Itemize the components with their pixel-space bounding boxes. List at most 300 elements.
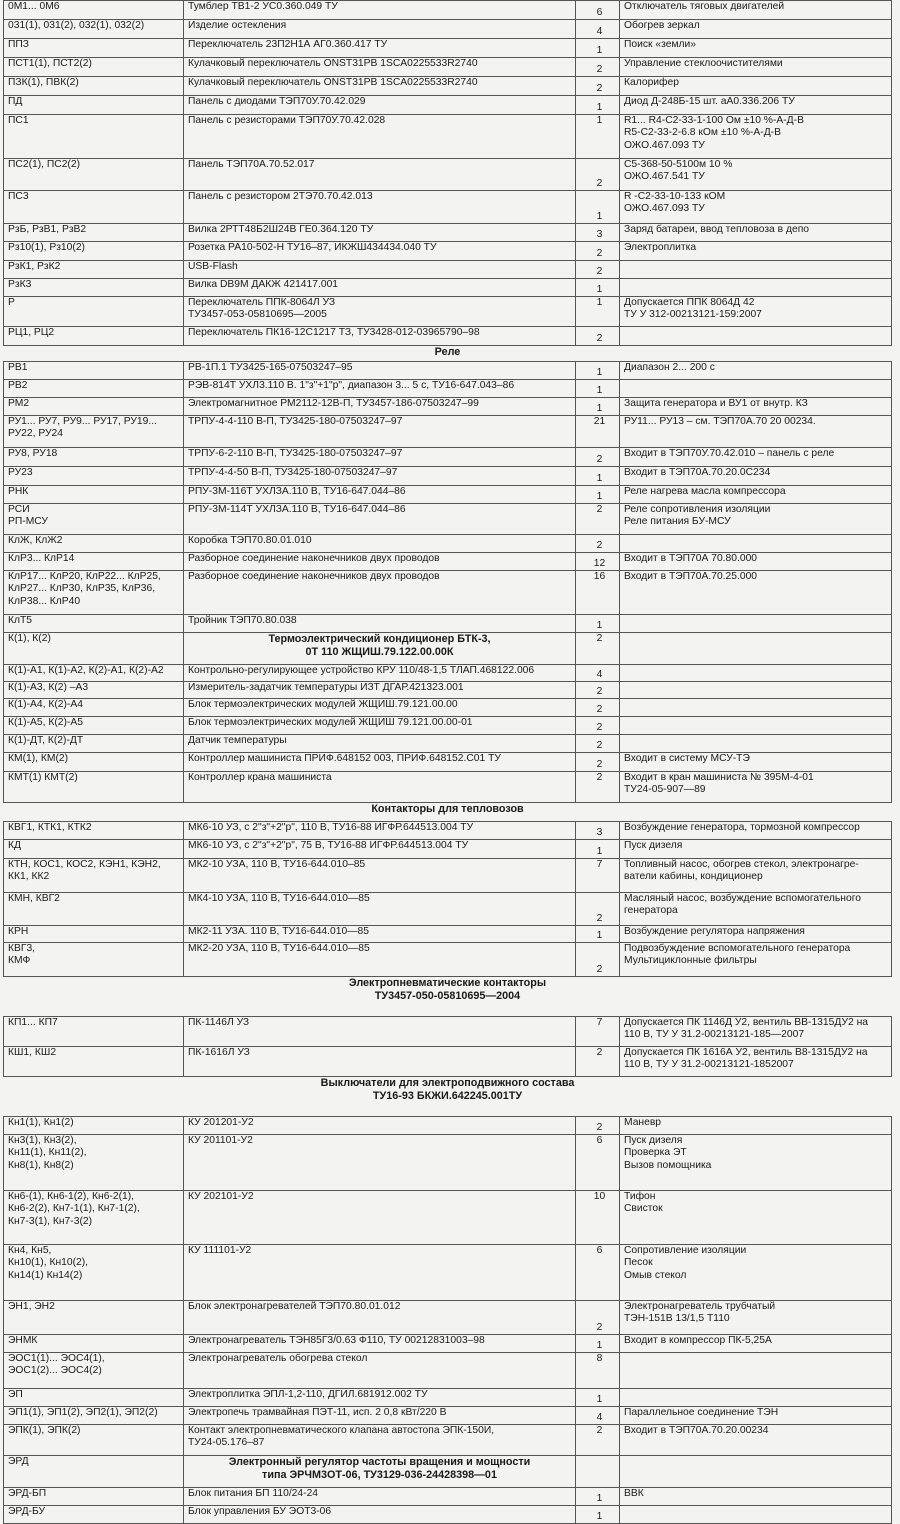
note-cell — [620, 682, 892, 699]
table-row — [4, 665, 892, 682]
note-cell: Защита генератора и ВУ1 от внутр. КЗ — [620, 398, 892, 416]
name-cell: МК2-10 УЗА, 110 В, ТУ16-644.010–85 — [184, 859, 576, 893]
designation-cell: Кн1(1), Кн1(2) — [4, 1117, 184, 1135]
note-cell — [620, 665, 892, 682]
quantity-cell: 7 — [576, 859, 620, 893]
designation-cell: ПСТ1(1), ПСТ2(2) — [4, 58, 184, 77]
designation-cell: РзК1, РзК2 — [4, 261, 184, 279]
name-cell: Вилка 2РТТ48Б2Ш24В ГЕ0.364.120 ТУ — [184, 224, 576, 242]
name-cell: Кулачковый переключатель ONST31PB 1SCA0225533R2740 — [184, 77, 576, 96]
table-row — [4, 1301, 892, 1335]
designation-cell: ПС2(1), ПС2(2) — [4, 159, 184, 191]
designation-cell: ЭН1, ЭН2 — [4, 1301, 184, 1335]
designation-cell: К(1)-ДТ, К(2)-ДТ — [4, 735, 184, 753]
table-row — [4, 1506, 892, 1524]
note-cell — [620, 633, 892, 665]
note-cell — [620, 1353, 892, 1389]
quantity-cell: 21 — [576, 416, 620, 448]
cell-line: ватели кабины, кондиционер — [624, 871, 763, 883]
note-cell: РУ11... РУ13 – см. ТЭП70А.70 20 00234. — [620, 416, 892, 448]
name-cell: Контроллер крана машиниста — [184, 772, 576, 803]
note-cell: Маневр — [620, 1117, 892, 1135]
designation-cell: КРН — [4, 926, 184, 943]
cell-line: КТН, КОС1, КОС2, КЭН1, КЭН2, — [8, 859, 161, 870]
note-cell — [620, 191, 892, 224]
cell-line: Свисток — [624, 1203, 663, 1215]
cell-line: генератора — [624, 905, 678, 917]
quantity-cell: 2 — [576, 448, 620, 467]
quantity-cell: 1 — [576, 1506, 620, 1524]
cell-line: Кн11(1), Кн11(2), — [8, 1147, 87, 1159]
designation-cell: КП1... КП7 — [4, 1017, 184, 1047]
table-row — [4, 1353, 892, 1389]
quantity-cell: 2 — [576, 1425, 620, 1456]
cell-line: Выключатели для электроподвижного состава — [320, 1077, 575, 1089]
designation-cell: 031(1), 031(2), 032(1), 032(2) — [4, 20, 184, 39]
table-row — [4, 467, 892, 486]
quantity-cell: 1 — [576, 279, 620, 297]
designation-cell: ППЗ — [4, 39, 184, 58]
cell-line: ЭОС1(1)... ЭОС4(1), — [8, 1353, 105, 1364]
designation-cell: РВ2 — [4, 380, 184, 398]
note-cell — [620, 1047, 892, 1077]
quantity-cell: 3 — [576, 224, 620, 242]
table-row — [4, 699, 892, 717]
cell-line: РП-МСУ — [8, 516, 48, 528]
quantity-cell: 6 — [576, 1, 620, 20]
table-row — [4, 297, 892, 327]
section-header-row — [4, 977, 892, 1017]
name-cell: Переключатель ПК16-12С1217 ТЗ, ТУ3428-012-03965790–98 — [184, 327, 576, 346]
quantity-cell: 2 — [576, 261, 620, 279]
note-cell: Входит в ТЭП70А.70.20.00234 — [620, 1425, 892, 1456]
quantity-cell: 1 — [576, 467, 620, 486]
name-cell: ПК-1616Л УЗ — [184, 1047, 576, 1077]
designation-cell: ЭПК(1), ЭПК(2) — [4, 1425, 184, 1456]
cell-line: КлР38... КлР40 — [8, 595, 81, 607]
table-row — [4, 717, 892, 735]
name-cell: КУ 111101-У2 — [184, 1245, 576, 1301]
designation-cell: КлР3... КлР14 — [4, 553, 184, 571]
quantity-cell: 2 — [576, 943, 620, 977]
designation-cell: РзК3 — [4, 279, 184, 297]
quantity-cell: 1 — [576, 362, 620, 380]
note-cell — [620, 297, 892, 327]
cell-line: 110 В, ТУ У 31.2-00213121-185—2007 — [624, 1029, 805, 1041]
note-cell — [620, 893, 892, 926]
name-cell: Блок электронагревателей ТЭП70.80.01.012 — [184, 1301, 576, 1335]
designation-cell: К(1), К(2) — [4, 633, 184, 665]
designation-cell: РНК — [4, 486, 184, 504]
name-cell — [184, 297, 576, 327]
section-header-row — [4, 803, 892, 822]
cell-line: КлР27... КлР30, КлР35, КлР36, — [8, 583, 156, 595]
name-cell: Коробка ТЭП70.80.01.010 — [184, 535, 576, 553]
cell-line: КМФ — [8, 955, 31, 967]
quantity-cell: 1 — [576, 840, 620, 859]
table-row — [4, 1117, 892, 1135]
quantity-cell: 16 — [576, 571, 620, 615]
quantity-cell: 10 — [576, 1191, 620, 1245]
cell-line: R1... R4-С2-33-1-100 Ом ±10 %-А-Д-В — [624, 115, 804, 126]
designation-cell: КМ(1), КМ(2) — [4, 753, 184, 772]
table-row — [4, 1047, 892, 1077]
note-cell — [620, 1135, 892, 1191]
designation-cell: КлЖ, КлЖ2 — [4, 535, 184, 553]
designation-cell — [4, 1353, 184, 1389]
table-row — [4, 943, 892, 977]
note-cell: Реле нагрева масла компрессора — [620, 486, 892, 504]
name-cell: ТРПУ-6-2-110 В-П, ТУ3425-180-07503247–97 — [184, 448, 576, 467]
cell-line: Мультициклонные фильтры — [624, 955, 757, 967]
name-cell: Переключатель 23П2Н1А АГ0.360.417 ТУ — [184, 39, 576, 58]
designation-cell: К(1)-А1, К(1)-А2, К(2)-А1, К(2)-А2 — [4, 665, 184, 682]
designation-cell: К(1)-А5, К(2)-А5 — [4, 717, 184, 735]
cell-line: Вызов помощника — [624, 1159, 712, 1171]
name-cell: USB-Flash — [184, 261, 576, 279]
designation-cell: 0M1... 0M6 — [4, 1, 184, 20]
name-cell — [184, 1425, 576, 1456]
name-cell: Электронагреватель ТЭН85Г3/0.63 Ф110, ТУ 00212831003–98 — [184, 1335, 576, 1353]
quantity-cell: 1 — [576, 191, 620, 224]
designation-cell: ЭРД-БП — [4, 1488, 184, 1506]
table-row — [4, 398, 892, 416]
name-cell: Блок термоэлектрических модулей ЖЩИШ.79.121.00.00 — [184, 699, 576, 717]
name-cell: ТРПУ-4-4-110 В-П, ТУ3425-180-07503247–97 — [184, 416, 576, 448]
subsection-title — [184, 1456, 576, 1488]
designation-cell: КВГ1, КТК1, КТК2 — [4, 822, 184, 840]
note-cell — [620, 1506, 892, 1524]
quantity-cell: 1 — [576, 115, 620, 159]
note-cell: Обогрев зеркал — [620, 20, 892, 39]
cell-line: Кн6-(1), Кн6-1(2), Кн6-2(1), — [8, 1191, 135, 1202]
cell-line: Допускается ПК 1146Д У2, вентиль ВВ-1315ДУ2 на — [624, 1017, 868, 1028]
name-cell: МК2-11 УЗА. 110 В, ТУ16-644.010—85 — [184, 926, 576, 943]
name-cell: Панель ТЭП70А.70.52.017 — [184, 159, 576, 191]
name-cell: КУ 201101-У2 — [184, 1135, 576, 1191]
name-cell: Измеритель-задатчик температуры ИЗТ ДГАР.421323.001 — [184, 682, 576, 699]
note-cell: Калорифер — [620, 77, 892, 96]
note-cell: Заряд батареи, ввод тепловоза в депо — [620, 224, 892, 242]
name-cell: ПК-1146Л УЗ — [184, 1017, 576, 1047]
table-row — [4, 1335, 892, 1353]
name-cell: Контрольно-регулирующее устройство КРУ 110/48-1,5 ТЛАП.468122.006 — [184, 665, 576, 682]
table-row — [4, 840, 892, 859]
cell-line: Электронагреватель трубчатый — [624, 1301, 776, 1312]
quantity-cell: 4 — [576, 1407, 620, 1425]
cell-line: КВГ3, — [8, 943, 36, 954]
quantity-cell: 1 — [576, 615, 620, 633]
table-row — [4, 893, 892, 926]
cell-line: ТУ16-93 БКЖИ.642245.001ТУ — [372, 1089, 523, 1102]
table-row — [4, 486, 892, 504]
cell-line: Кн6-2(2), Кн7-1(1), Кн7-1(2), — [8, 1203, 140, 1215]
note-cell: Входит в ТЭП70У.70.42.010 – панель с реле — [620, 448, 892, 467]
note-cell: Возбуждение регулятора напряжения — [620, 926, 892, 943]
cell-line: ТУ24-05-907—89 — [624, 784, 706, 796]
note-cell: Отключатель тяговых двигателей — [620, 1, 892, 20]
designation-cell: ПЗК(1), ПВК(2) — [4, 77, 184, 96]
quantity-cell: 1 — [576, 297, 620, 327]
cell-line: С5-368-50-5100м 10 % — [624, 159, 733, 170]
designation-cell: ПС1 — [4, 115, 184, 159]
cell-line: Термоэлектрический кондиционер БТК-3, — [268, 633, 491, 645]
quantity-cell: 4 — [576, 20, 620, 39]
table-row — [4, 859, 892, 893]
designation-cell: РзБ, РзВ1, РзВ2 — [4, 224, 184, 242]
designation-cell: КД — [4, 840, 184, 859]
table-row — [4, 553, 892, 571]
name-cell: Тройник ТЭП70.80.038 — [184, 615, 576, 633]
table-row — [4, 159, 892, 191]
note-cell: Управление стеклоочистителями — [620, 58, 892, 77]
note-cell: Пуск дизеля — [620, 840, 892, 859]
cell-line: ОЖО.467.093 ТУ — [624, 139, 705, 151]
cell-line: Омыв стекол — [624, 1269, 687, 1281]
section-title — [4, 1077, 892, 1117]
quantity-cell: 1 — [576, 926, 620, 943]
designation-cell — [4, 416, 184, 448]
table-row — [4, 96, 892, 115]
designation-cell: РВ1 — [4, 362, 184, 380]
note-cell — [620, 504, 892, 535]
cell-line: R5-С2-33-2-6.8 кОм ±10 %-А-Д-В — [624, 127, 781, 139]
quantity-cell: 2 — [576, 1047, 620, 1077]
components-table-body — [4, 1, 892, 1524]
name-cell: Датчик температуры — [184, 735, 576, 753]
section-header-row — [4, 1077, 892, 1117]
quantity-cell: 6 — [576, 1245, 620, 1301]
note-cell — [620, 279, 892, 297]
table-row — [4, 261, 892, 279]
cell-line: Кн3(1), Кн3(2), — [8, 1135, 77, 1146]
table-row — [4, 191, 892, 224]
designation-cell: РУ23 — [4, 467, 184, 486]
quantity-cell: 2 — [576, 159, 620, 191]
quantity-cell: 2 — [576, 58, 620, 77]
designation-cell: К(1)-А3, К(2) –А3 — [4, 682, 184, 699]
cell-line: КК1, КК2 — [8, 871, 50, 883]
table-row — [4, 1488, 892, 1506]
quantity-cell: 8 — [576, 1353, 620, 1389]
table-row — [4, 39, 892, 58]
note-cell — [620, 772, 892, 803]
note-cell: Входит в ТЭП70А.70.25.000 — [620, 571, 892, 615]
cell-line: 0Т 110 ЖЩИШ.79.122.00.00К — [305, 645, 454, 658]
cell-line: Электронный регулятор частоты вращения и мощности — [228, 1456, 531, 1468]
cell-line: Реле сопротивления изоляции — [624, 504, 771, 515]
table-row — [4, 753, 892, 772]
table-row — [4, 115, 892, 159]
table-row — [4, 1135, 892, 1191]
quantity-cell: 1 — [576, 486, 620, 504]
note-cell — [620, 735, 892, 753]
name-cell: РВ-1П.1 ТУ3425-165-07503247–95 — [184, 362, 576, 380]
name-cell: Электроплитка ЭПЛ-1,2-110, ДГИЛ.681912.002 ТУ — [184, 1389, 576, 1407]
note-cell — [620, 261, 892, 279]
note-cell — [620, 1389, 892, 1407]
note-cell — [620, 159, 892, 191]
designation-cell: КШ1, КШ2 — [4, 1047, 184, 1077]
note-cell: Входит в ТЭП70А.70.20.0С234 — [620, 467, 892, 486]
table-row — [4, 633, 892, 665]
quantity-cell: 2 — [576, 504, 620, 535]
note-cell — [620, 327, 892, 346]
note-cell — [620, 1456, 892, 1488]
quantity-cell: 6 — [576, 1135, 620, 1191]
table-row — [4, 535, 892, 553]
cell-line: ТУ3457-050-05810695—2004 — [374, 989, 521, 1002]
designation-cell: Рз10(1), Рз10(2) — [4, 242, 184, 261]
cell-line: Допускается ПК 1616А У2, вентиль В8-1315ДУ2 на — [624, 1047, 868, 1058]
cell-line: R -С2-33-10-133 кОМ — [624, 191, 726, 202]
quantity-cell: 12 — [576, 553, 620, 571]
table-row — [4, 279, 892, 297]
cell-line: ОЖО.467.541 ТУ — [624, 171, 705, 183]
note-cell — [620, 943, 892, 977]
designation-cell — [4, 1135, 184, 1191]
designation-cell: ЭНМК — [4, 1335, 184, 1353]
table-row — [4, 362, 892, 380]
table-row — [4, 1017, 892, 1047]
cell-line: Кн4, Кн5, — [8, 1245, 52, 1256]
table-row — [4, 416, 892, 448]
table-row — [4, 1245, 892, 1301]
cell-line: Сопротивление изоляции — [624, 1245, 747, 1256]
cell-line: Контакт электропневматического клапана автостопа ЭПК-150И, — [188, 1425, 495, 1436]
note-cell — [620, 859, 892, 893]
section-title: Реле — [4, 346, 892, 362]
table-row — [4, 1191, 892, 1245]
name-cell: РПУ-3М-116Т УХЛЗА.110 В, ТУ16-647.044–86 — [184, 486, 576, 504]
quantity-cell: 2 — [576, 699, 620, 717]
subsection-title — [184, 633, 576, 665]
quantity-cell: 1 — [576, 39, 620, 58]
quantity-cell: 1 — [576, 398, 620, 416]
cell-line: Песок — [624, 1257, 653, 1269]
cell-line: ТУ У 312-00213121-159:2007 — [624, 309, 762, 321]
table-row — [4, 822, 892, 840]
designation-cell — [4, 943, 184, 977]
table-row — [4, 1389, 892, 1407]
table-row — [4, 615, 892, 633]
cell-line: РУ1... РУ7, РУ9... РУ17, РУ19... — [8, 416, 157, 427]
quantity-cell: 2 — [576, 1301, 620, 1335]
cell-line: Проверка ЭТ — [624, 1147, 687, 1159]
cell-line: Пуск дизеля — [624, 1135, 683, 1146]
quantity-cell: 2 — [576, 735, 620, 753]
note-cell — [620, 1191, 892, 1245]
cell-line: Переключатель ППК-8064Л УЗ — [188, 297, 336, 308]
quantity-cell: 2 — [576, 535, 620, 553]
quantity-cell: 2 — [576, 327, 620, 346]
section-title — [4, 977, 892, 1017]
note-cell — [620, 699, 892, 717]
cell-line: Топливный насос, обогрев стекол, электронагре- — [624, 859, 859, 870]
quantity-cell: 7 — [576, 1017, 620, 1047]
table-row — [4, 772, 892, 803]
designation-cell: Р — [4, 297, 184, 327]
table-row — [4, 682, 892, 699]
cell-line: Входит в кран машиниста № 395М-4-01 — [624, 772, 814, 783]
cell-line: КлР17... КлР20, КлР22... КлР25, — [8, 571, 161, 582]
cell-line: РУ22, РУ24 — [8, 428, 63, 440]
table-row — [4, 20, 892, 39]
note-cell: Возбуждение генератора, тормозной компрессор — [620, 822, 892, 840]
table-row — [4, 571, 892, 615]
name-cell: Блок управления БУ ЭОТ3-06 — [184, 1506, 576, 1524]
note-cell: Электроплитка — [620, 242, 892, 261]
table-row — [4, 735, 892, 753]
cell-line: Электропневматические контакторы — [348, 977, 547, 989]
cell-line: Подвозбуждение вспомогательного генератора — [624, 943, 851, 954]
designation-cell: РМ2 — [4, 398, 184, 416]
quantity-cell: 4 — [576, 665, 620, 682]
name-cell: Тумблер ТВ1-2 УС0.360.049 ТУ — [184, 1, 576, 20]
name-cell: Электропечь трамвайная ПЭТ-11, исп. 2 0,8 кВт/220 В — [184, 1407, 576, 1425]
designation-cell — [4, 1191, 184, 1245]
designation-cell: ЭРД-БУ — [4, 1506, 184, 1524]
cell-line: Тифон — [624, 1191, 656, 1202]
note-cell — [620, 115, 892, 159]
table-row — [4, 327, 892, 346]
name-cell: Вилка DB9М ДАКЖ 421417.001 — [184, 279, 576, 297]
note-cell: Входит в систему МСУ-ТЭ — [620, 753, 892, 772]
note-cell: Диапазон 2... 200 с — [620, 362, 892, 380]
name-cell: Разборное соединение наконечников двух проводов — [184, 571, 576, 615]
name-cell: Панель с диодами ТЭП70У.70.42.029 — [184, 96, 576, 115]
note-cell — [620, 1301, 892, 1335]
quantity-cell: 2 — [576, 717, 620, 735]
name-cell: Блок термоэлектрических модулей ЖЩИШ 79.121.00.00-01 — [184, 717, 576, 735]
designation-cell — [4, 504, 184, 535]
table-row — [4, 1, 892, 20]
cell-line: Кн8(1), Кн8(2) — [8, 1159, 74, 1171]
cell-line: ТУ24-05.176–87 — [188, 1437, 265, 1449]
name-cell: РЭВ-814Т УХЛ3.110 В. 1"з"+1"р", диапазон 3... 5 с, ТУ16-647.043–86 — [184, 380, 576, 398]
designation-cell: РУ8, РУ18 — [4, 448, 184, 467]
cell-line: Масляный насос, возбуждение вспомогательного — [624, 893, 861, 904]
note-cell — [620, 717, 892, 735]
note-cell: Входит в компрессор ПК-5,25А — [620, 1335, 892, 1353]
note-cell — [620, 535, 892, 553]
table-row — [4, 1425, 892, 1456]
table-row — [4, 1407, 892, 1425]
name-cell: Изделие остекления — [184, 20, 576, 39]
designation-cell: К(1)-А4, К(2)-А4 — [4, 699, 184, 717]
cell-line: Кн10(1), Кн10(2), — [8, 1257, 89, 1269]
note-cell: Поиск «земли» — [620, 39, 892, 58]
table-row — [4, 504, 892, 535]
table-row — [4, 1456, 892, 1488]
table-row — [4, 77, 892, 96]
table-row — [4, 58, 892, 77]
cell-line: ТЭН-151В 13/1,5 Т110 — [624, 1313, 730, 1325]
name-cell: Кулачковый переключатель ONST31PB 1SCA0225533R2740 — [184, 58, 576, 77]
cell-line: ТУ3457-053-05810695—2005 — [188, 309, 327, 321]
quantity-cell: 2 — [576, 893, 620, 926]
cell-line: Кн14(1) Кн14(2) — [8, 1269, 83, 1281]
cell-line: Кн7-3(1), Кн7-3(2) — [8, 1215, 93, 1227]
name-cell: Блок питания БП 110/24-24 — [184, 1488, 576, 1506]
cell-line: Реле питания БУ-МСУ — [624, 516, 731, 528]
name-cell: РПУ-3М-114Т УХЛЗА.110 В, ТУ16-647.044–86 — [184, 504, 576, 535]
name-cell: КУ 201201-У2 — [184, 1117, 576, 1135]
quantity-cell: 1 — [576, 1335, 620, 1353]
table-row — [4, 380, 892, 398]
designation-cell: КлТ5 — [4, 615, 184, 633]
table-row — [4, 448, 892, 467]
